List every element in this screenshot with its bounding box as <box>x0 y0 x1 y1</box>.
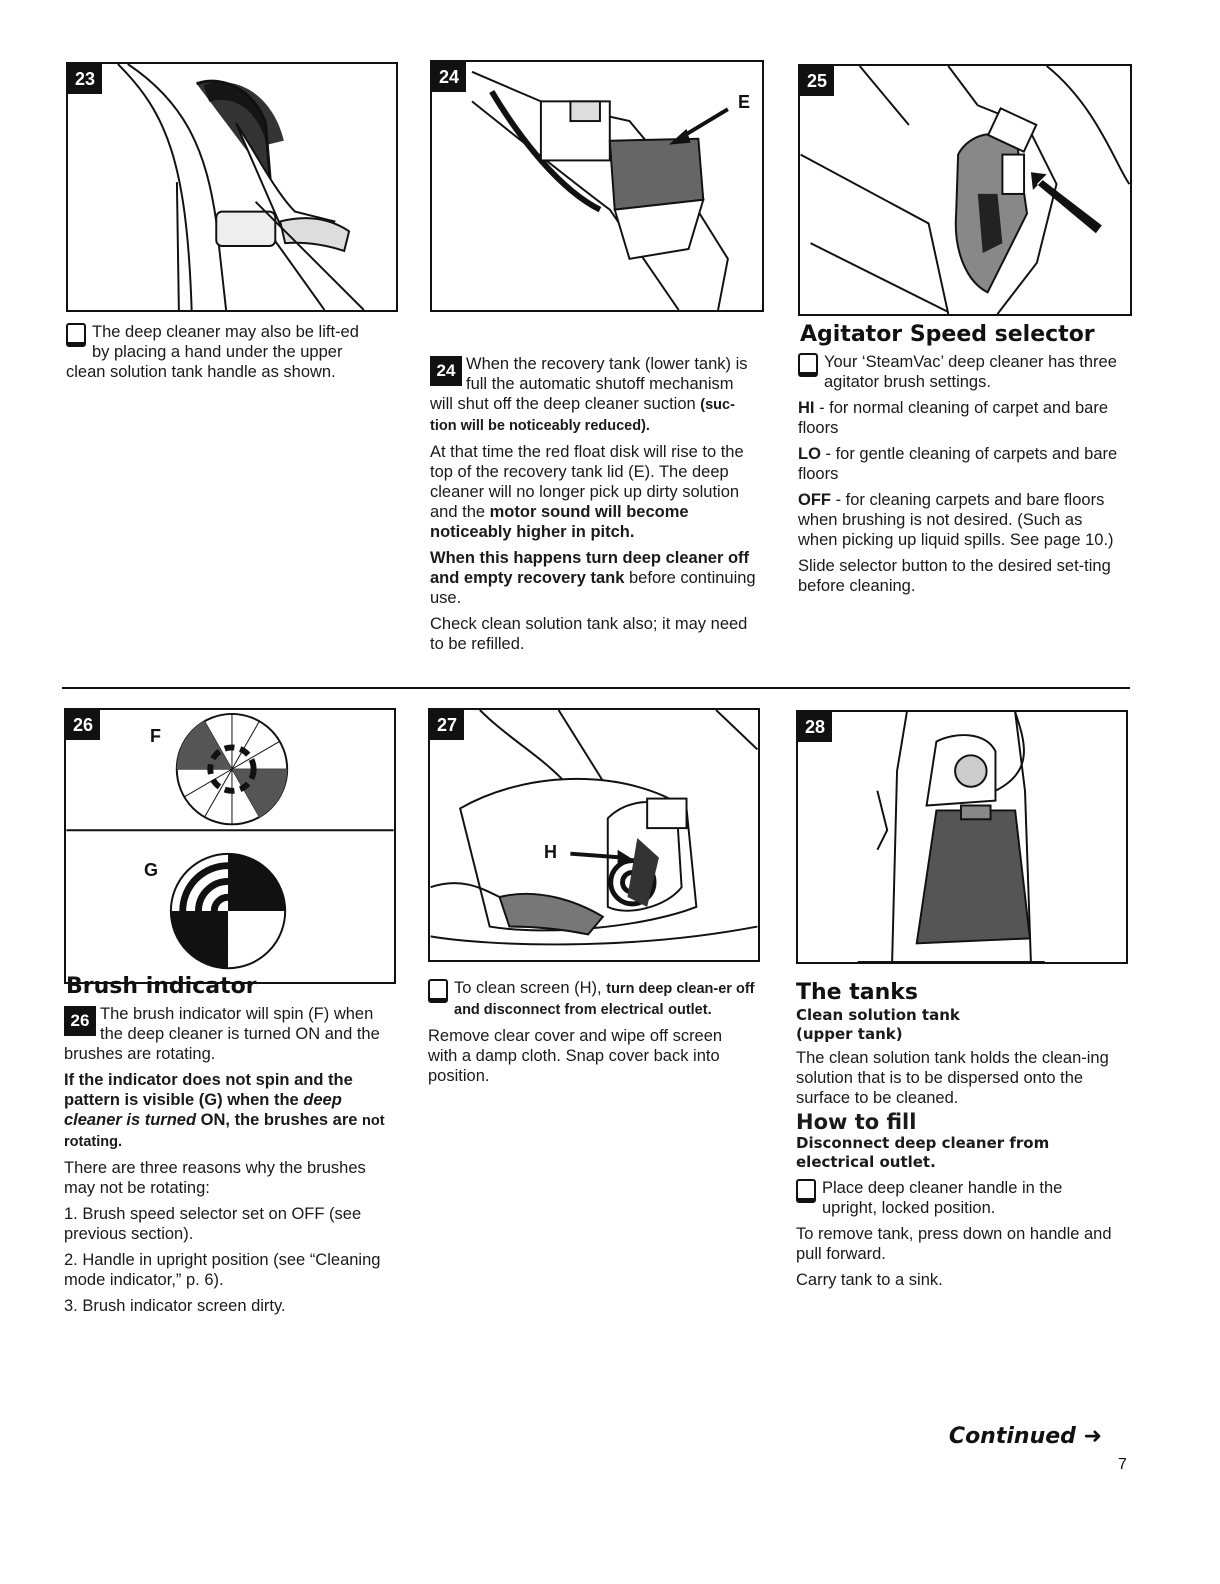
step-badge-inline-24: 24 <box>430 356 462 386</box>
agitator-heading: Agitator Speed selector <box>800 322 1095 347</box>
step-27-text <box>428 978 756 1092</box>
clean-solution-subheading: Clean solution tank <box>796 1006 960 1024</box>
reason-3: 3. Brush indicator screen dirty. <box>64 1297 286 1315</box>
lo-text: - for gentle cleaning of carpets and bare floors <box>798 445 1118 483</box>
continued-label: Continued ➜ <box>948 1424 1102 1449</box>
tanks-heading: The tanks <box>796 980 918 1005</box>
step-24-text <box>430 354 760 660</box>
brush-p3: There are three reasons why the brushes may not be rotating: <box>64 1159 366 1197</box>
step-badge-23: 23 <box>68 64 102 94</box>
screen-p1: To clean screen (H), <box>454 979 607 997</box>
step-28-text <box>796 1006 1116 1296</box>
figure-25 <box>798 64 1132 316</box>
figure-26 <box>64 708 396 984</box>
step-24-p2: At that time the red float disk will rise to the top of the recovery tank lid (E). The deep cleaner will no longer pick up dirty solution and the <box>430 443 744 521</box>
step-23-paragraph: The deep cleaner may also be lift-ed by placing a hand under the upper clean solution tank handle as shown. <box>66 323 359 381</box>
remove-tank: To remove tank, press down on handle and pull forward. <box>796 1225 1112 1263</box>
disconnect-instruction: Disconnect deep cleaner from electrical outlet. <box>796 1134 1050 1171</box>
lo-label: LO <box>798 445 821 463</box>
page-number: 7 <box>1118 1456 1127 1473</box>
callout-h: H <box>544 842 557 862</box>
figure-24 <box>430 60 764 312</box>
place-handle: Place deep cleaner handle in the upright, locked position. <box>822 1179 1063 1217</box>
upper-tank-subheading: (upper tank) <box>796 1025 903 1043</box>
step-badge-inline-26: 26 <box>64 1006 96 1036</box>
screen-p1-bold: turn deep clean-er off and disconnect from electrical <box>454 981 755 1018</box>
step-24-p3: before continuing use. <box>430 569 756 607</box>
screen-p1-end: outlet. <box>668 1002 712 1018</box>
step-23-text <box>66 322 366 382</box>
step-badge-26: 26 <box>66 710 100 740</box>
illustration-recovery-tank <box>432 62 762 310</box>
step-badge-27: 27 <box>430 710 464 740</box>
checkbox-icon <box>798 353 818 377</box>
agitator-intro: Your ‘SteamVac’ deep cleaner has three agitator brush settings. <box>824 353 1117 391</box>
step-24-p3-bold: When this happens turn deep cleaner off and empty recovery tank <box>430 549 750 587</box>
illustration-brush-indicator <box>66 710 394 982</box>
reason-1: 1. Brush speed selector set on OFF (see previous section). <box>64 1205 362 1243</box>
step-24-p1: When the recovery tank (lower tank) is full the automatic shutoff mechanism will shut off the deep cleaner suction <box>430 355 748 413</box>
step-24-p2-bold: motor sound will become noticeably higher in pitch. <box>430 503 689 541</box>
label-g: G <box>144 860 159 880</box>
illustration-clean-screen <box>430 710 758 960</box>
hi-label: HI <box>798 399 815 417</box>
tanks-p1: The clean solution tank holds the clean-ing solution that is to be dispersed onto the surface to be cleaned. <box>796 1049 1109 1107</box>
brush-p2-bold: If the indicator does not spin and the pattern is visible (G) when the <box>64 1071 353 1109</box>
checkbox-icon <box>796 1179 816 1203</box>
step-26-text <box>64 1004 394 1322</box>
screen-p2: Remove clear cover and wipe off screen with a damp cloth. Snap cover back into position. <box>428 1027 723 1085</box>
step-25-text <box>798 352 1118 602</box>
illustration-lift-cleaner <box>68 64 396 310</box>
figure-23 <box>66 62 398 312</box>
off-text: - for cleaning carpets and bare floors when brushing is not desired. (Such as when picking up liquid spills. See page 10.) <box>798 491 1114 549</box>
checkbox-icon <box>428 979 448 1003</box>
brush-indicator-heading: Brush indicator <box>66 974 257 999</box>
step-badge-28: 28 <box>798 712 832 742</box>
slide-instruction: Slide selector button to the desired set-ting before cleaning. <box>798 557 1111 595</box>
figure-27 <box>428 708 760 962</box>
brush-p2-bold-2: ON, the brushes are <box>196 1111 358 1129</box>
off-label: OFF <box>798 491 831 509</box>
carry-tank: Carry tank to a sink. <box>796 1271 943 1289</box>
callout-e: E <box>738 92 751 112</box>
figure-28 <box>796 710 1128 964</box>
how-to-fill-heading: How to fill <box>796 1110 917 1134</box>
brush-p2-italic: deep cleaner is turned <box>64 1091 342 1129</box>
label-f: F <box>150 726 161 746</box>
reason-2: 2. Handle in upright position (see “Cleaning mode indicator,” p. 6). <box>64 1251 381 1289</box>
checkbox-icon <box>66 323 86 347</box>
illustration-tanks <box>798 712 1126 962</box>
hi-text: - for normal cleaning of carpet and bare floors <box>798 399 1108 437</box>
step-24-p4: Check clean solution tank also; it may need to be refilled. <box>430 615 748 653</box>
step-badge-24: 24 <box>432 62 466 92</box>
brush-p2-end: not rotating. <box>64 1113 385 1150</box>
section-divider <box>62 687 1130 689</box>
step-24-p1-bold: (suc-tion will be noticeably reduced). <box>430 397 735 434</box>
illustration-agitator-selector <box>800 66 1130 314</box>
step-badge-25: 25 <box>800 66 834 96</box>
brush-p1: The brush indicator will spin (F) when the deep cleaner is turned ON and the brushes are rotating. <box>64 1005 380 1063</box>
